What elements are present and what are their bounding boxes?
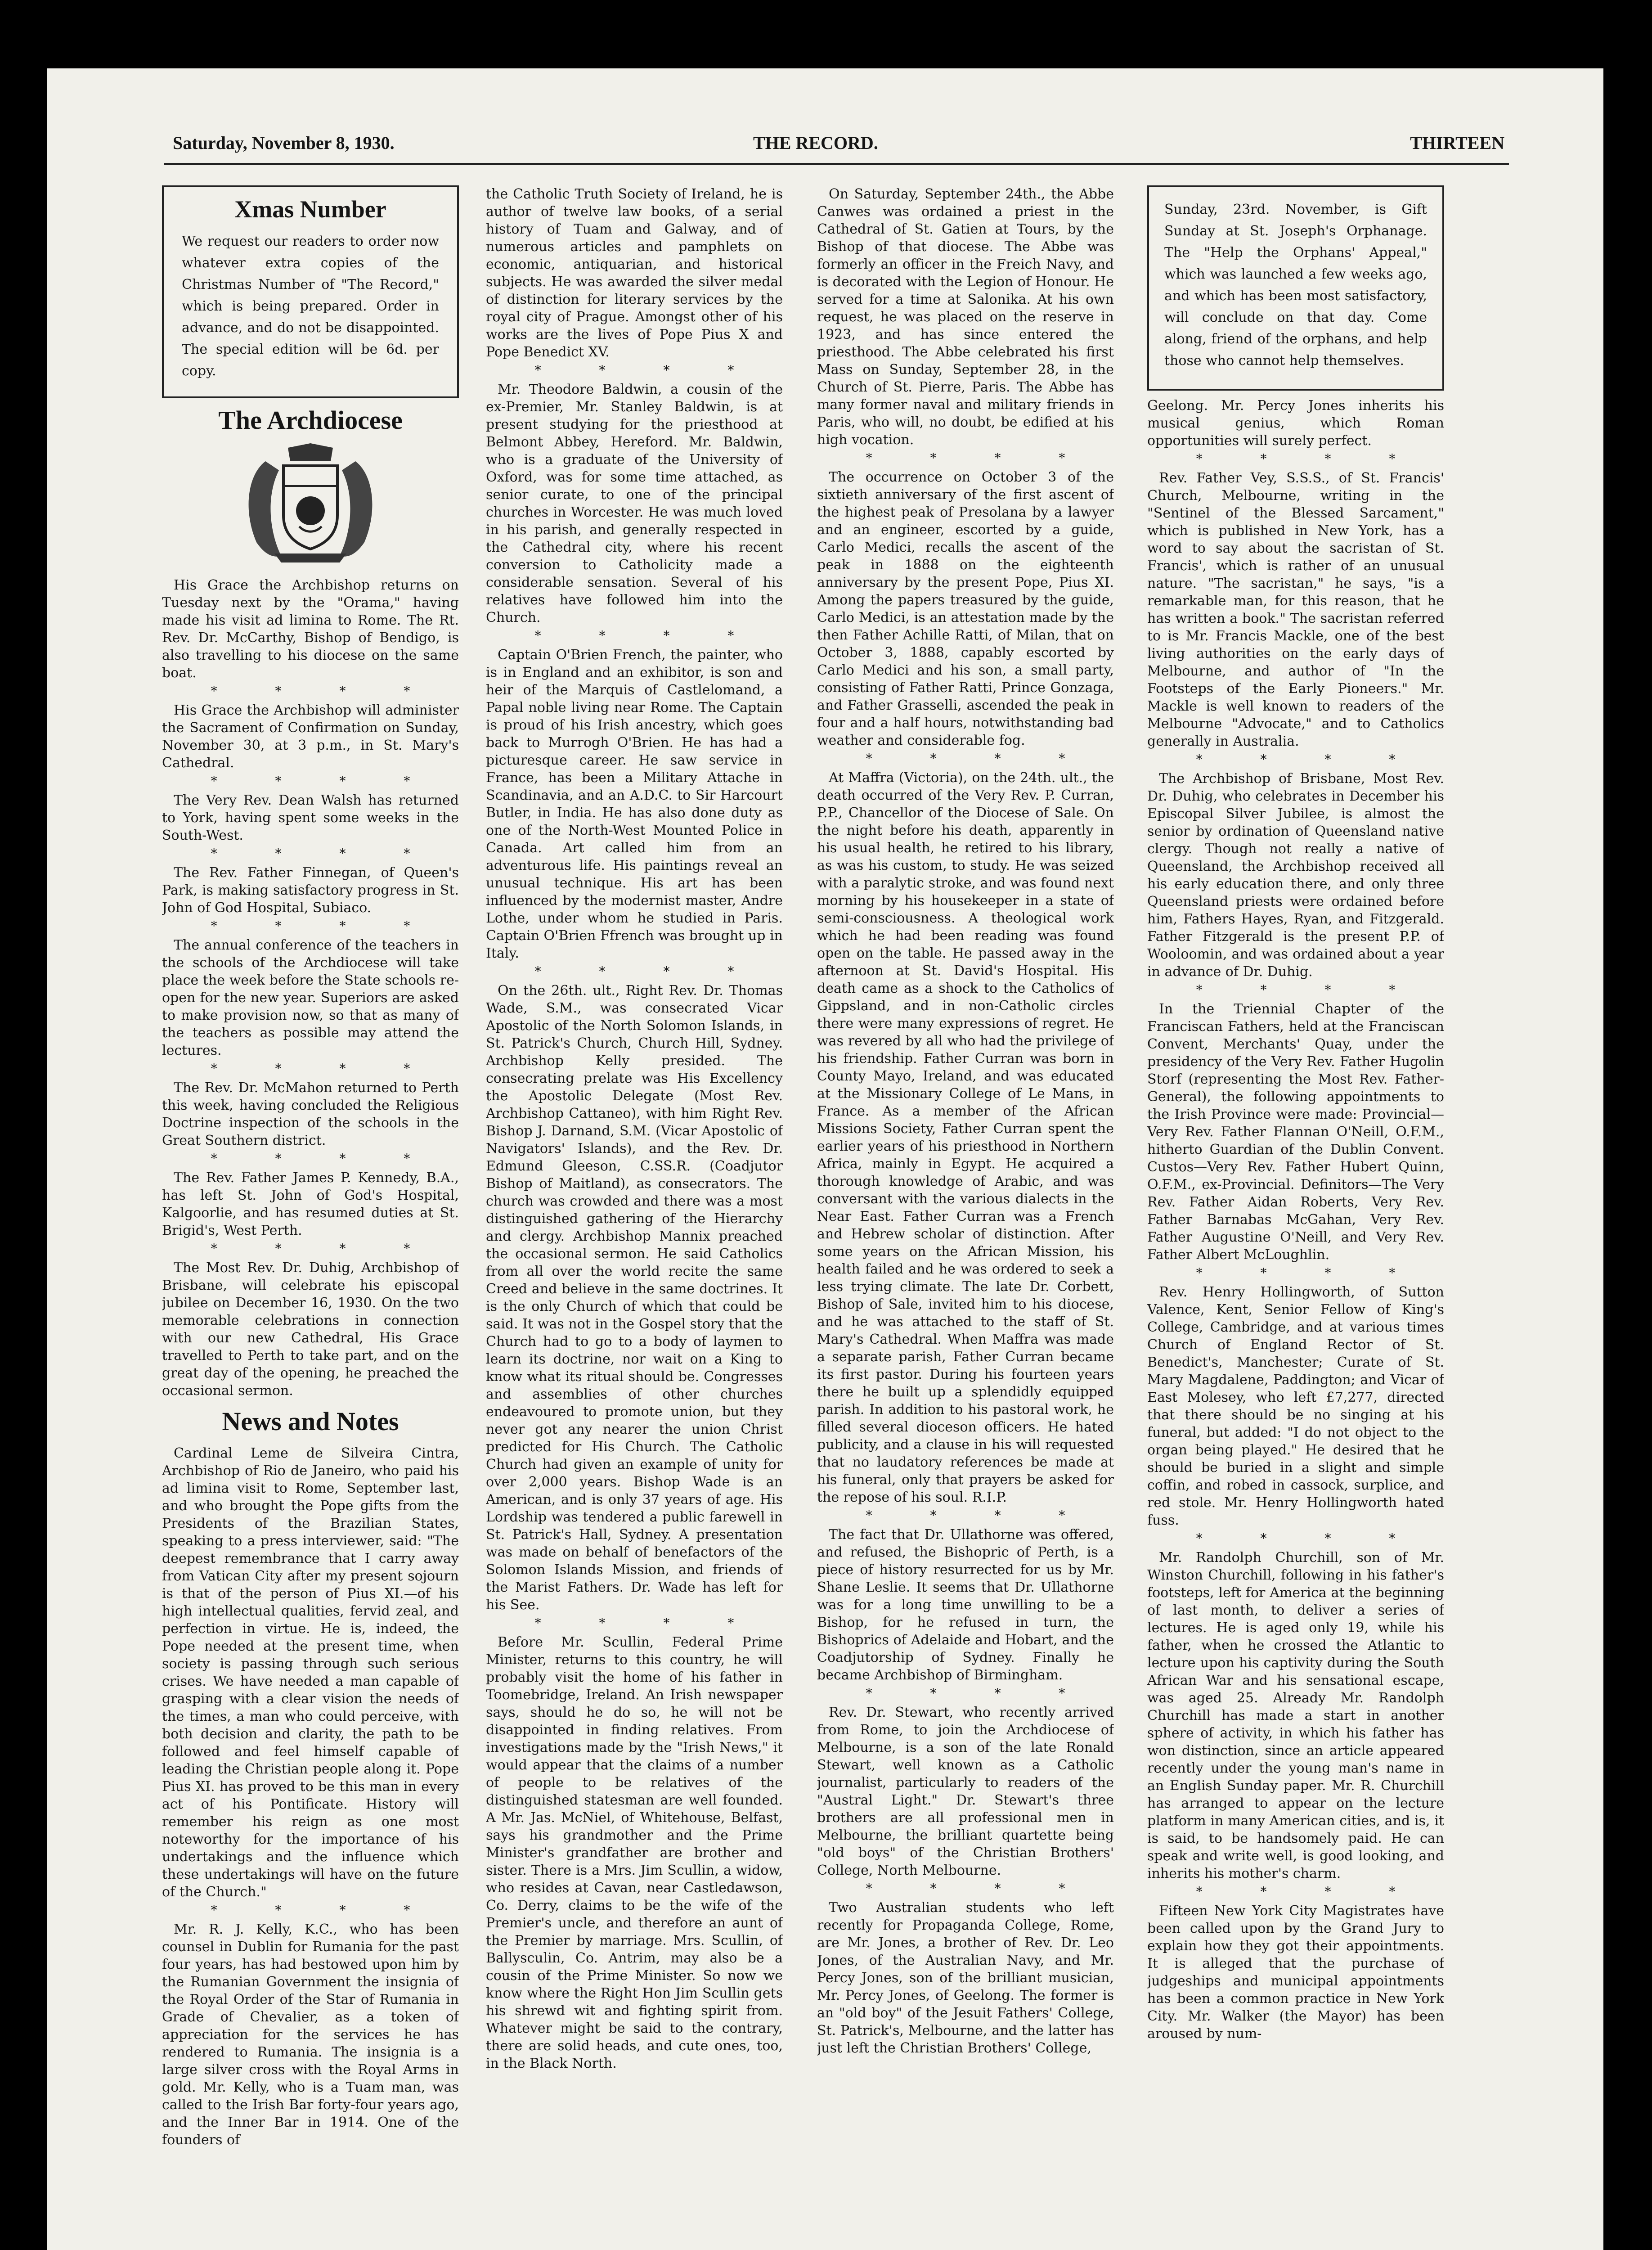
separator-stars: * * * * bbox=[866, 450, 1092, 465]
news-item: Mr. Theodore Baldwin, a cousin of the ex-Premier, Mr. Stanley Baldwin, is at present studying for the priesthood at Belmont Abbey, Hereford. Mr. Baldwin, who is a graduate of the University of Oxford, was for some time attached, as senior curate, to one of the principal churches in Worcester. He was much loved in his parish, and generally respected in the Cathedral city, where his recent conversion to Catholicity made a considerable sensation. Several of his relatives have followed him into the Church. bbox=[486, 382, 783, 626]
separator-stars: * * * * bbox=[866, 1686, 1092, 1701]
news-and-notes-heading: News and Notes bbox=[222, 1407, 399, 1436]
news-item: Cardinal Leme de Silveira Cintra, Archbishop of Rio de Janeiro, who paid his ad limina visit to Rome, September last, and who brought the Pope gifts from the Presidents of the Brazilian States, speaking to a press interviewer, said: "The deepest remembrance that I carry away from Vatican City after my present sojourn is that of the person of Pius XI.—of his high intellectual qualities, fervid zeal, and perfection in virtue. He is, indeed, the Pope needed at the present time, when society is passing through such serious crises. We have needed a man capable of grasping with a clear vision the needs of the times, a man who could perceive, with both decision and clarity, the path to be followed and feel himself capable of leading the Christian people along it. Pope Pius XI. has proved to be this man in every act of his Pontificate. History will remember his reign as one most noteworthy for the importance of his undertakings and the influence which these undertakings will have on the future of the Church." bbox=[162, 1445, 459, 1900]
archdiocese-item: His Grace the Archbishop returns on Tuesday next by the "Orama," having made his visit ad limina to Rome. The Rt. Rev. Dr. McCarthy, Bishop of Bendigo, is also travelling to his diocese on the same boat. bbox=[162, 577, 459, 681]
archdiocese-heading: The Archdiocese bbox=[218, 405, 403, 435]
news-item: Rev. Dr. Stewart, who recently arrived from Rome, to join the Archdiocese of Melbourne, is a son of the late Ronald Stewart, well known as a Catholic journalist, particularly to readers of the "Austral Light." Dr. Stewart's three brothers are all professional men in Melbourne, the brilliant quartette being "old boys" of the Christian Brothers' College, North Melbourne. bbox=[817, 1705, 1114, 1878]
separator-stars: * * * * bbox=[1196, 1884, 1423, 1899]
separator-stars: * * * * bbox=[211, 1151, 437, 1166]
separator-stars: * * * * bbox=[534, 363, 761, 378]
column-2 bbox=[486, 185, 783, 2250]
news-item: Fifteen New York City Magistrates have been called upon by the Grand Jury to explain how they got their appointments. It is alleged that the purchase of judgeships and municipal appointments has been a common practice in New York City. Mr. Walker (the Mayor) has been aroused by num- bbox=[1147, 1903, 1444, 2042]
gift-sunday-box bbox=[1147, 185, 1444, 391]
masthead-rule bbox=[164, 163, 1509, 165]
separator-stars: * * * * bbox=[866, 1508, 1092, 1523]
news-item: At Maffra (Victoria), on the 24th. ult., the death occurred of the Very Rev. P. Curran, P.P., Chancellor of the Diocese of Sale. On the night before his death, apparently in his usual health, he retired to his library, as was his custom, to study. He was seized with a paralytic stroke, and was found next morning by his housekeeper in a state of semi-consciousness. A theological work which he had been reading was found open on the table. He passed away in the afternoon at St. David's Hospital. His death came as a shock to the Catholics of Gippsland, and in non-Catholic circles there were many expressions of regret. He was revered by all who had the privilege of his friendship. Father Curran was born in County Mayo, Ireland, and was educated at the Missionary College of Le Mans, in France. As a member of the African Missions Society, Father Curran spent the earlier years of his priesthood in Northern Africa, mainly in Egypt. He acquired a thorough knowledge of Arabic, and was conversant with the various dialects in the Near East. Father Curran was a French and Hebrew scholar of distinction. After some years on the African Mission, his health failed and he was ordered to seek a less trying climate. The late Dr. Corbett, Bishop of Sale, invited him to his diocese, and he was attached to the staff of St. Mary's Cathedral. When Maffra was made a separate parish, Father Curran became its first pastor. During his fourteen years there he built up a splendidly equipped parish. In addition to his pastoral work, he filled several dioceson officers. He hated publicity, and a clause in his will requested that no laudatory references be made at his funeral, only that prayers be asked for the repose of his soul. R.I.P. bbox=[817, 770, 1114, 1505]
separator-stars: * * * * bbox=[866, 1881, 1092, 1896]
news-item: Rev. Henry Hollingworth, of Sutton Valence, Kent, Senior Fellow of King's College, Cambridge, and at various times Church of England Rector of St. Benedict's, Manchester; Curate of St. Mary Magdalene, Paddington; and Vicar of East Molesey, who left £7,277, directed that there should be no singing at his funeral, but added: "I do not object to the organ being played." He desired that he should be buried in a slight and simple coffin, and robed in cassock, surplice, and red stole. Mr. Henry Hollingworth hated fuss. bbox=[1147, 1284, 1444, 1528]
separator-stars: * * * * bbox=[1196, 451, 1423, 466]
separator-stars: * * * * bbox=[1196, 1265, 1423, 1280]
column-3 bbox=[817, 185, 1114, 2250]
issue-date: Saturday, November 8, 1930. bbox=[173, 133, 395, 153]
archdiocese-item: The Very Rev. Dean Walsh has returned to York, having spent some weeks in the South-West. bbox=[162, 792, 459, 843]
archdiocese-item: The Most Rev. Dr. Duhig, Archbishop of Brisbane, will celebrate his episcopal jubilee on December 16, 1930. On the two memorable celebrations in connection with our new Cathedral, His Grace travelled to Perth to take part, and on the great day of the opening, he preached the occasional sermon. bbox=[162, 1260, 459, 1399]
separator-stars: * * * * bbox=[211, 1241, 437, 1256]
archdiocese-item: The Rev. Father Finnegan, of Queen's Park, is making satisfactory progress in St. John of God Hospital, Subiaco. bbox=[162, 865, 459, 916]
news-item: Before Mr. Scullin, Federal Prime Minister, returns to this country, he will probably visit the home of his father in Toomebridge, Ireland. An Irish newspaper says, should he do so, he will not be disappointed in finding relatives. From investigations made by the "Irish News," it would appear that the claims of a number of people to be relatives of the distinguished statesman are well founded. A Mr. Jas. McNiel, of Whitehouse, Belfast, says his grandmother and the Prime Minister's grandfather are brother and sister. There is a Mrs. Jim Scullin, a widow, who resides at Cavan, near Castledawson, Co. Derry, claims to be the wife of the Premier's uncle, and therefore an aunt of the Premier by marriage. Mrs. Scullin, of Ballysculin, Co. Antrim, may also be a cousin of the Prime Minister. So now we know where the Right Hon Jim Scullin gets his shrewd wit and fighting spirit from. Whatever might be said to the contrary, there are solid heads, and cute ones, too, in the Black North. bbox=[486, 1634, 783, 2071]
separator-stars: * * * * bbox=[1196, 1531, 1423, 1546]
paper-name: THE RECORD. bbox=[753, 133, 878, 153]
news-item: In the Triennial Chapter of the Franciscan Fathers, held at the Franciscan Convent, Merchants' Quay, under the presidency of the Very Rev. Father Hugolin Storf (representing the Most Rev. Father-General), the following appointments to the Irish Province were made: Provincial—Very Rev. Father Flannan O'Neill, O.F.M., hitherto Guardian of the Dublin Convent. Custos—Very Rev. Father Hubert Quinn, O.F.M., ex-Provincial. Definitors—The Very Rev. Father Aidan Roberts, Very Rev. Father Barnabas McGahan, Very Rev. Father Augustine O'Neill, and Very Rev. Father Albert McLoughlin. bbox=[1147, 1001, 1444, 1263]
gift-sunday-text: Sunday, 23rd. November, is Gift Sunday at St. Joseph's Orphanage. The "Help the Orphans' Appeal," which was launched a few weeks ago, and which has been most satisfactory, will conclude on that day. Come along, friend of the orphans, and help those who cannot help themselves. bbox=[1164, 202, 1427, 369]
column-1 bbox=[162, 185, 459, 2250]
newspaper-page bbox=[47, 68, 1603, 2250]
coat-of-arms-icon bbox=[238, 443, 382, 565]
separator-stars: * * * * bbox=[534, 628, 761, 643]
archdiocese-item: His Grace the Archbishop will administer the Sacrament of Confirmation on Sunday, November 30, at 3 p.m., in St. Mary's Cathedral. bbox=[162, 702, 459, 771]
xmas-number-title: Xmas Number bbox=[234, 196, 386, 223]
separator-stars: * * * * bbox=[211, 1903, 437, 1917]
news-item: Rev. Father Vey, S.S.S., of St. Francis' Church, Melbourne, writing in the "Sentinel of the Blessed Sarcament," which is published in New York, has a word to say about the sacristan of St. Francis', which is rather of an unusual nature. "The sacristan," he says, "is a remarkable man, for this reason, that he has written a book." The sacristan referred to is Mr. Francis Mackle, one of the best living authorities on the early days of Melbourne, and author of "In the Footsteps of the Early Pioneers." Mr. Mackle is well known to readers of the Melbourne "Advocate," and to Catholics generally in Australia. bbox=[1147, 470, 1444, 749]
separator-stars: * * * * bbox=[211, 846, 437, 861]
xmas-number-text: We request our readers to order now whatever extra copies of the Christmas Number of "The Record," which is being prepared. Order in advance, and do not be disappointed. The special edition will be 6d. per copy. bbox=[182, 234, 439, 379]
news-item: The Archbishop of Brisbane, Most Rev. Dr. Duhig, who celebrates in December his Episcopal Silver Jubilee, is almost the senior by ordination of Queensland native clergy. Though not really a native of Queensland, the Archbishop received all his early education there, and only three Queensland priests were ordained before him, Fathers Hayes, Ryan, and Fitzgerald. Father Fitzgerald is the present P.P. of Wooloomin, and was ordained about a year in advance of Dr. Duhig. bbox=[1147, 771, 1444, 980]
separator-stars: * * * * bbox=[211, 774, 437, 788]
news-item: The fact that Dr. Ullathorne was offered, and refused, the Bishopric of Perth, is a piece of history resurrected for us by Mr. Shane Leslie. It seems that Dr. Ullathorne was for a long time unwilling to be a Bishop, for he refused in turn, the Bishoprics of Adelaide and Hobart, and the Coadjutorship of Sydney. Finally he became Archbishop of Birmingham. bbox=[817, 1527, 1114, 1683]
column-4 bbox=[1147, 185, 1444, 2250]
separator-stars: * * * * bbox=[866, 751, 1092, 766]
news-item: Captain O'Brien French, the painter, who is in England and an exhibitor, is son and heir of the Marquis of Castlelomand, a Papal noble living near Rome. The Captain is proud of his Irish ancestry, which goes back to Murrogh O'Brien. He has had a picturesque career. He saw service in France, has been a Military Attache in Scandinavia, and an A.D.C. to Sir Harcourt Butler, in India. He has also done duty as one of the North-West Mounted Police in Canada. Art called him from an adventurous life. His paintings reveal an unusual technique. His art has been influenced by the modernist master, Andre Lothe, under whom he studied in Paris. Captain O'Brien Ffrench was brought up in Italy. bbox=[486, 647, 783, 961]
separator-stars: * * * * bbox=[1196, 982, 1423, 997]
archdiocese-item: The Rev. Father James P. Kennedy, B.A., has left St. John of God's Hospital, Kalgoorlie, and has resumed duties at St. Brigid's, West Perth. bbox=[162, 1170, 459, 1238]
news-item: Mr. R. J. Kelly, K.C., who has been counsel in Dublin for Rumania for the past four years, has had bestowed upon him by the Rumanian Government the insignia of the Royal Order of the Star of Rumania in Grade of Chevalier, as a token of appreciation for the services he has rendered to Rumania. The insignia is a large silver cross with the Royal Arms in gold. Mr. Kelly, who is a Tuam man, was called to the Irish Bar forty-four years ago, and the Inner Bar in 1914. One of the founders of bbox=[162, 1922, 459, 2148]
separator-stars: * * * * bbox=[211, 1061, 437, 1076]
news-item: On the 26th. ult., Right Rev. Dr. Thomas Wade, S.M., was consecrated Vicar Apostolic of the North Solomon Islands, in St. Patrick's Church, Church Hill, Sydney. Archbishop Kelly presided. The consecrating prelate was His Excellency the Apostolic Delegate (Most Rev. Archbishop Cattaneo), with him Right Rev. Bishop J. Darnand, S.M. (Vicar Apostolic of Navigators' Islands), and the Rev. Dr. Edmund Gleeson, C.SS.R. (Coadjutor Bishop of Maitland), as consecrators. The church was crowded and there was a most distinguished gathering of the Hierarchy and clergy. Archbishop Mannix preached the occasional sermon. He said Catholics from all over the world recite the same Creed and believe in the same doctrines. It is the only Church of which that could be said. It was not in the Gospel story that the Church had to go to a body of laymen to learn its doctrine, nor wait on a King to know what its ritual should be. Congresses and assemblies of other churches endeavoured to promote union, but they never got any nearer the union Christ predicted for His Church. The Catholic Church had given an example of unity for over 2,000 years. Bishop Wade is an American, and is only 37 years of age. His Lordship was tendered a public farewell in St. Patrick's Hall, Sydney. A presentation was made on behalf of benefactors of the Solomon Islands Mission, and friends of the Marist Fathers. Dr. Wade has left for his See. bbox=[486, 983, 783, 1613]
separator-stars: * * * * bbox=[1196, 752, 1423, 767]
separator-stars: * * * * bbox=[211, 918, 437, 933]
news-item: The occurrence on October 3 of the sixtieth anniversary of the first ascent of the highest peak of Presolana by a lawyer and an engineer, escorted by a guide, Carlo Medici, recalls the ascent of the peak in 1888 on the eighteenth anniversary by the present Pope, Pius XI. Among the papers treasured by the guide, Carlo Medici, is an attestation made by the then Father Achille Ratti, of Milan, that on October 3, 1888, capably escorted by Carlo Medici and his son, a small party, consisting of Father Ratti, Prince Gonzaga, and Father Grasselli, ascended the peak in four and a half hours, notwithstanding bad weather and considerable fog. bbox=[817, 469, 1114, 748]
separator-stars: * * * * bbox=[534, 964, 761, 979]
archdiocese-item: The Rev. Dr. McMahon returned to Perth this week, having concluded the Religious Doctrine inspection of the schools in the Great Southern district. bbox=[162, 1080, 459, 1148]
page-number: THIRTEEN bbox=[1410, 133, 1504, 153]
separator-stars: * * * * bbox=[211, 684, 437, 698]
news-item: Geelong. Mr. Percy Jones inherits his musical genius, which Roman opportunities will surely perfect. bbox=[1147, 398, 1444, 449]
news-item: Two Australian students who left recently for Propaganda College, Rome, are Mr. Jones, a brother of Rev. Dr. Leo Jones, of the Australian Navy, and Mr. Percy Jones, son of the brilliant musician, Mr. Percy Jones, of Geelong. The former is an "old boy" of the Jesuit Fathers' College, St. Patrick's, Melbourne, and the latter has just left the Christian Brothers' College, bbox=[817, 1900, 1114, 2056]
archdiocese-item: The annual conference of the teachers in the schools of the Archdiocese will take place the week before the State schools re-open for the new year. Superiors are asked to make provision now, so that as many of the teachers as possible may attend the lectures. bbox=[162, 937, 459, 1058]
news-item: On Saturday, September 24th., the Abbe Canwes was ordained a priest in the Cathedral of St. Gatien at Tours, by the Bishop of that diocese. The Abbe was formerly an officer in the Freich Navy, and is decorated with the Legion of Honour. He served for a time at Salonika. At his own request, he was placed on the reserve in 1923, and has since entered the priesthood. The Abbe celebrated his first Mass on Sunday, September 28, in the Church of St. Pierre, Paris. The Abbe has many former naval and military friends in Paris, who will, no doubt, be edified at his high vocation. bbox=[817, 186, 1114, 448]
news-item: Mr. Randolph Churchill, son of Mr. Winston Churchill, following in his father's footsteps, left for America at the beginning of last month, to deliver a series of lectures. He is aged only 19, while his father, when he crossed the Atlantic to lecture upon his captivity during the South African War and his sensational escape, was aged 25. Already Mr. Randolph Churchill has made a start in another sphere of activity, in which his father has won distinction, since an article appeared recently under the young man's name in an English Sunday paper. Mr. R. Churchill has arranged to appear on the lecture platform in many American cities, and is, it is said, to be handsomely paid. He can speak and write well, is good looking, and inherits his mother's charm. bbox=[1147, 1550, 1444, 1881]
separator-stars: * * * * bbox=[534, 1616, 761, 1630]
xmas-number-box bbox=[162, 185, 459, 398]
news-item: the Catholic Truth Society of Ireland, he is author of twelve law books, of a serial history of Tuam and Galway, and of numerous articles and pamphlets on economic, antiquarian, and historical subjects. He was awarded the silver medal of distinction for literary services by the royal city of Prague. Amongst other of his works are the lives of Pope Pius X and Pope Benedict XV. bbox=[486, 186, 783, 360]
